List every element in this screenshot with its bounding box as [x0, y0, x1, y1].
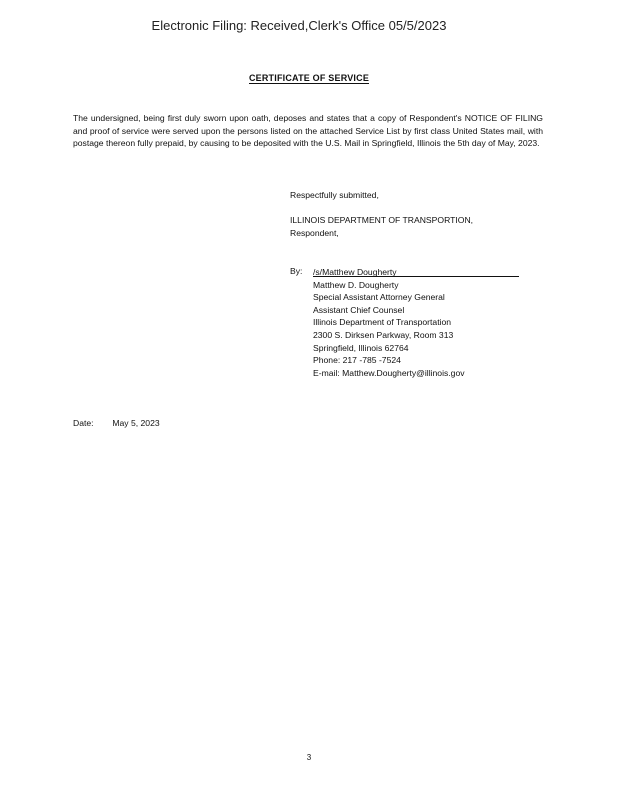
signer-email: E-mail: Matthew.Dougherty@illinois.gov: [313, 367, 465, 378]
certificate-title: [0, 73, 618, 83]
respondent-label: Respondent,: [290, 228, 339, 238]
signer-department: Illinois Department of Transportation: [313, 317, 452, 328]
signer-title-1: Special Assistant Attorney General: [313, 292, 445, 303]
date-label: Date:: [73, 418, 94, 428]
date-value: May 5, 2023: [112, 418, 160, 428]
certificate-body-paragraph: The undersigned, being first duly sworn upon oath, deposes and states that a copy of Respondent's NOTICE OF FILING and proof of service were served upon the persons listed on the attached Service List by first class United States mail, with postage thereon fully prepaid, by causing to be deposited with the U.S. Mail in Springfield, Illinois the 5th day of May, 2023.: [73, 113, 543, 148]
respectfully-submitted: Respectfully submitted,: [290, 190, 379, 200]
signer-name: Matthew D. Dougherty: [313, 279, 399, 290]
date-line: [73, 418, 160, 428]
electronic-signature: /s/Matthew Dougherty: [313, 267, 397, 277]
electronic-filing-header: Electronic Filing: Received,Clerk's Office 05/5/2023: [151, 18, 447, 33]
signature-block: [313, 266, 465, 379]
signer-address-line-2: Springfield, Illinois 62764: [313, 342, 409, 353]
organization-name: ILLINOIS DEPARTMENT OF TRANSPORTION,: [290, 215, 474, 225]
signer-address-line-1: 2300 S. Dirksen Parkway, Room 313: [313, 329, 454, 340]
signer-title-2: Assistant Chief Counsel: [313, 304, 405, 315]
signer-phone: Phone: 217 -785 -7524: [313, 355, 401, 366]
page-number: 3: [306, 753, 312, 762]
signature-line: [313, 276, 519, 277]
certificate-title-text: CERTIFICATE OF SERVICE: [248, 73, 370, 83]
by-label: By:: [290, 266, 303, 276]
